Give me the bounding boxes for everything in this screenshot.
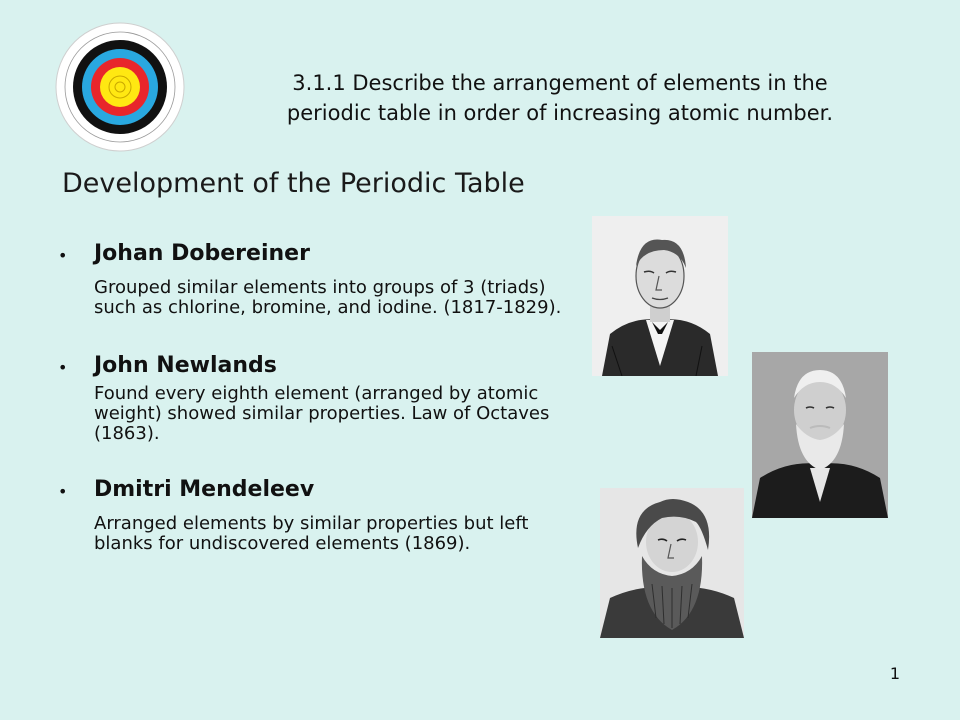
scientist-description: Found every eighth element (arranged by atomic weight) showed similar properties. Law of Octaves (1863). bbox=[94, 383, 550, 444]
list-item-mendeleev bbox=[58, 476, 578, 554]
list-item-dobereiner bbox=[58, 240, 578, 318]
scientist-list bbox=[58, 240, 578, 554]
scientist-description: Arranged elements by similar properties but left blanks for undiscovered elements (1869). bbox=[94, 513, 529, 554]
portrait-dobereiner bbox=[592, 216, 728, 376]
slide-title: Development of the Periodic Table bbox=[62, 168, 525, 199]
scientist-name: John Newlands bbox=[94, 353, 277, 378]
scientist-name: Dmitri Mendeleev bbox=[94, 477, 315, 502]
page-number: 1 bbox=[889, 664, 900, 683]
bullet: • bbox=[58, 246, 68, 265]
objective-line-1: 3.1.1 Describe the arrangement of elements in the bbox=[292, 71, 828, 95]
archery-target-icon bbox=[55, 22, 185, 152]
scientist-name: Johan Dobereiner bbox=[94, 241, 310, 266]
bullet: • bbox=[58, 358, 68, 377]
bullet: • bbox=[58, 482, 68, 501]
list-item-newlands bbox=[58, 352, 578, 444]
portrait-mendeleev bbox=[600, 488, 744, 638]
portrait-newlands bbox=[752, 352, 888, 518]
learning-objective bbox=[215, 68, 905, 128]
objective-line-2: periodic table in order of increasing atomic number. bbox=[286, 101, 834, 125]
scientist-description: Grouped similar elements into groups of 3 (triads) such as chlorine, bromine, and iodine. (1817-1829). bbox=[94, 277, 562, 318]
